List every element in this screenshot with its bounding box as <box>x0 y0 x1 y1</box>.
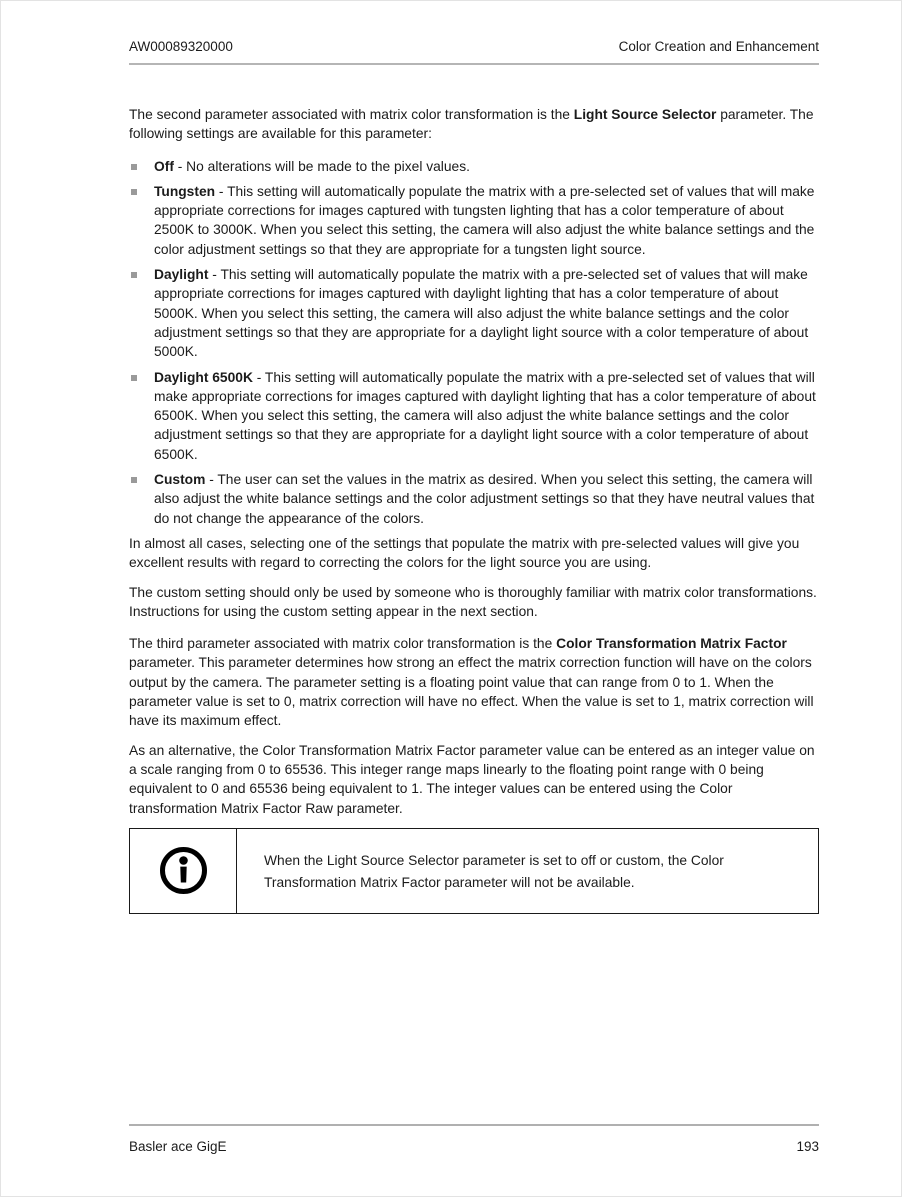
setting-term: Daylight 6500K <box>154 369 253 385</box>
setting-description: - This setting will automatically populate the matrix with a pre-selected set of values that will make appropriate corrections for images captured with daylight lighting that has a color temperature of about 6500K. When you select this setting, the camera will also adjust the white balance settings and the color adjustment settings so that they are appropriate for a daylight light source with a color temperature of about 6500K. <box>154 369 816 462</box>
paragraph-third-parameter <box>129 634 819 730</box>
settings-list <box>129 157 819 528</box>
list-item-custom <box>129 470 819 528</box>
page-body <box>129 105 819 914</box>
note-box <box>129 828 819 914</box>
bullet-icon <box>131 164 137 170</box>
note-text-content: When the Light Source Selector parameter is set to off or custom, the Color Transformation Matrix Factor parameter will not be available. <box>264 853 724 890</box>
paragraph-almost-all-cases: In almost all cases, selecting one of the settings that populate the matrix with pre-selected values will give you excellent results with regard to correcting the colors for the light source you are using. <box>129 535 800 571</box>
intro-text-pre: The second parameter associated with matrix color transformation is the <box>129 107 574 122</box>
footer-product-name: Basler ace GigE <box>129 1139 227 1154</box>
info-icon <box>159 846 208 895</box>
third-param-text-post: parameter. This parameter determines how strong an effect the matrix correction function will have on the colors output by the camera. The parameter setting is a floating point value that can range from 0 to 1. When the parameter value is set to 0, matrix correction will have no effect. When the value is set to 1, matrix correction will have its maximum effect. <box>129 655 814 729</box>
bullet-icon <box>131 189 137 195</box>
bullet-icon <box>131 375 137 381</box>
bullet-icon <box>131 272 137 278</box>
bullet-icon <box>131 477 137 483</box>
param-name-matrix-factor: Color Transformation Matrix Factor <box>556 636 787 652</box>
header-chapter-title: Color Creation and Enhancement <box>618 39 819 54</box>
setting-description: - The user can set the values in the matrix as desired. When you select this setting, the camera will also adjust the white balance settings and the color adjustment settings so that they have neutral values that do not change the appearance of the colors. <box>154 472 815 526</box>
page-header <box>129 39 819 65</box>
setting-term: Daylight <box>154 267 209 283</box>
list-item-tungsten <box>129 182 819 259</box>
list-item-daylight <box>129 265 819 361</box>
note-icon-cell <box>130 829 237 913</box>
list-item-daylight-6500k <box>129 368 819 464</box>
setting-description: - No alterations will be made to the pixel values. <box>173 158 470 174</box>
setting-description: - This setting will automatically populate the matrix with a pre-selected set of values that will make appropriate corrections for images captured with tungsten lighting that has a color temperature of about 2500K to 3000K. When you select this setting, the camera will also adjust the white balance settings and the color adjustment settings so that they are appropriate for a tungsten light source. <box>154 183 815 257</box>
param-name-light-source-selector: Light Source Selector <box>573 107 717 122</box>
header-doc-id: AW00089320000 <box>129 39 233 54</box>
paragraph-alternative: As an alternative, the Color Transformation Matrix Factor parameter value can be entered as an integer value on a scale ranging from 0 to 65536. This integer range maps linearly to the floating point range with 0 being equivalent to 0 and 65536 being equivalent to 1. The integer values can be entered using the Color transformation Matrix Factor Raw parameter. <box>129 742 815 816</box>
note-text <box>237 829 818 913</box>
paragraph-custom-warning: The custom setting should only be used by someone who is thoroughly familiar with matrix color transformations. Instructions for using the custom setting appear in the next section. <box>129 584 817 619</box>
footer-page-number: 193 <box>796 1139 819 1154</box>
setting-term: Custom <box>154 472 206 488</box>
setting-term: Tungsten <box>154 183 216 199</box>
page-footer <box>129 1124 819 1154</box>
intro-paragraph <box>129 105 819 144</box>
intro-text-post: parameter. The following settings are available for this parameter: <box>129 107 814 142</box>
setting-description: - This setting will automatically populate the matrix with a pre-selected set of values that will make appropriate corrections for images captured with daylight lighting that has a color temperature of about 5000K. When you select this setting, the camera will also adjust the white balance settings and the color adjustment settings so that they are appropriate for a daylight light source with a color temperature of about 5000K. <box>154 267 809 360</box>
list-item-off <box>129 157 819 176</box>
setting-term: Off <box>154 158 174 174</box>
third-param-text-pre: The third parameter associated with matrix color transformation is the <box>129 636 557 652</box>
